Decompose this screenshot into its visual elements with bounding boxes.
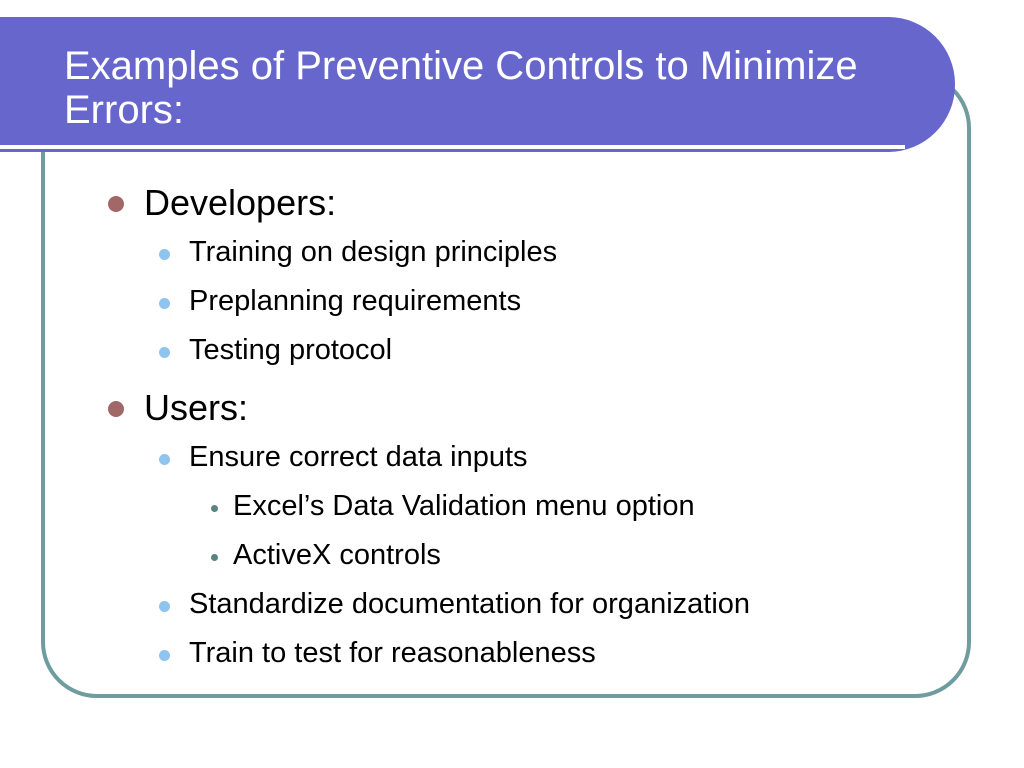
bullet-item	[189, 236, 557, 269]
bullet-dot-icon	[211, 505, 218, 512]
bullet-dot-icon	[211, 554, 218, 561]
bullet-text: Users:	[144, 387, 249, 428]
bullet-item	[189, 285, 521, 318]
bullet-dot-icon	[108, 401, 124, 417]
bullet-text: Developers:	[144, 182, 337, 223]
bullet-dot-icon	[159, 650, 170, 661]
bullet-dot-icon	[159, 347, 170, 358]
bullet-item	[189, 334, 392, 367]
bullet-text: Ensure correct data inputs	[189, 441, 528, 473]
bullet-dot-icon	[159, 601, 170, 612]
bullet-item	[189, 441, 528, 474]
bullet-item	[189, 588, 750, 621]
title-underline	[0, 145, 905, 149]
bullet-item	[144, 387, 248, 429]
bullet-item	[189, 637, 596, 670]
bullet-item	[144, 182, 336, 224]
bullet-text: ActiveX controls	[233, 539, 441, 571]
slide-title: Examples of Preventive Controls to Minimize Errors:	[64, 44, 858, 132]
bullet-text: Train to test for reasonableness	[189, 637, 596, 669]
bullet-text: Excel’s Data Validation menu option	[233, 490, 695, 522]
bullet-dot-icon	[159, 249, 170, 260]
bullet-dot-icon	[159, 298, 170, 309]
bullet-text: Preplanning requirements	[189, 285, 522, 317]
bullet-dot-icon	[159, 454, 170, 465]
bullet-dot-icon	[108, 196, 124, 212]
bullet-text: Testing protocol	[189, 334, 393, 366]
bullet-item	[233, 539, 441, 572]
bullet-text: Training on design principles	[189, 236, 558, 268]
bullet-text: Standardize documentation for organization	[189, 588, 751, 620]
bullet-item	[233, 490, 695, 523]
